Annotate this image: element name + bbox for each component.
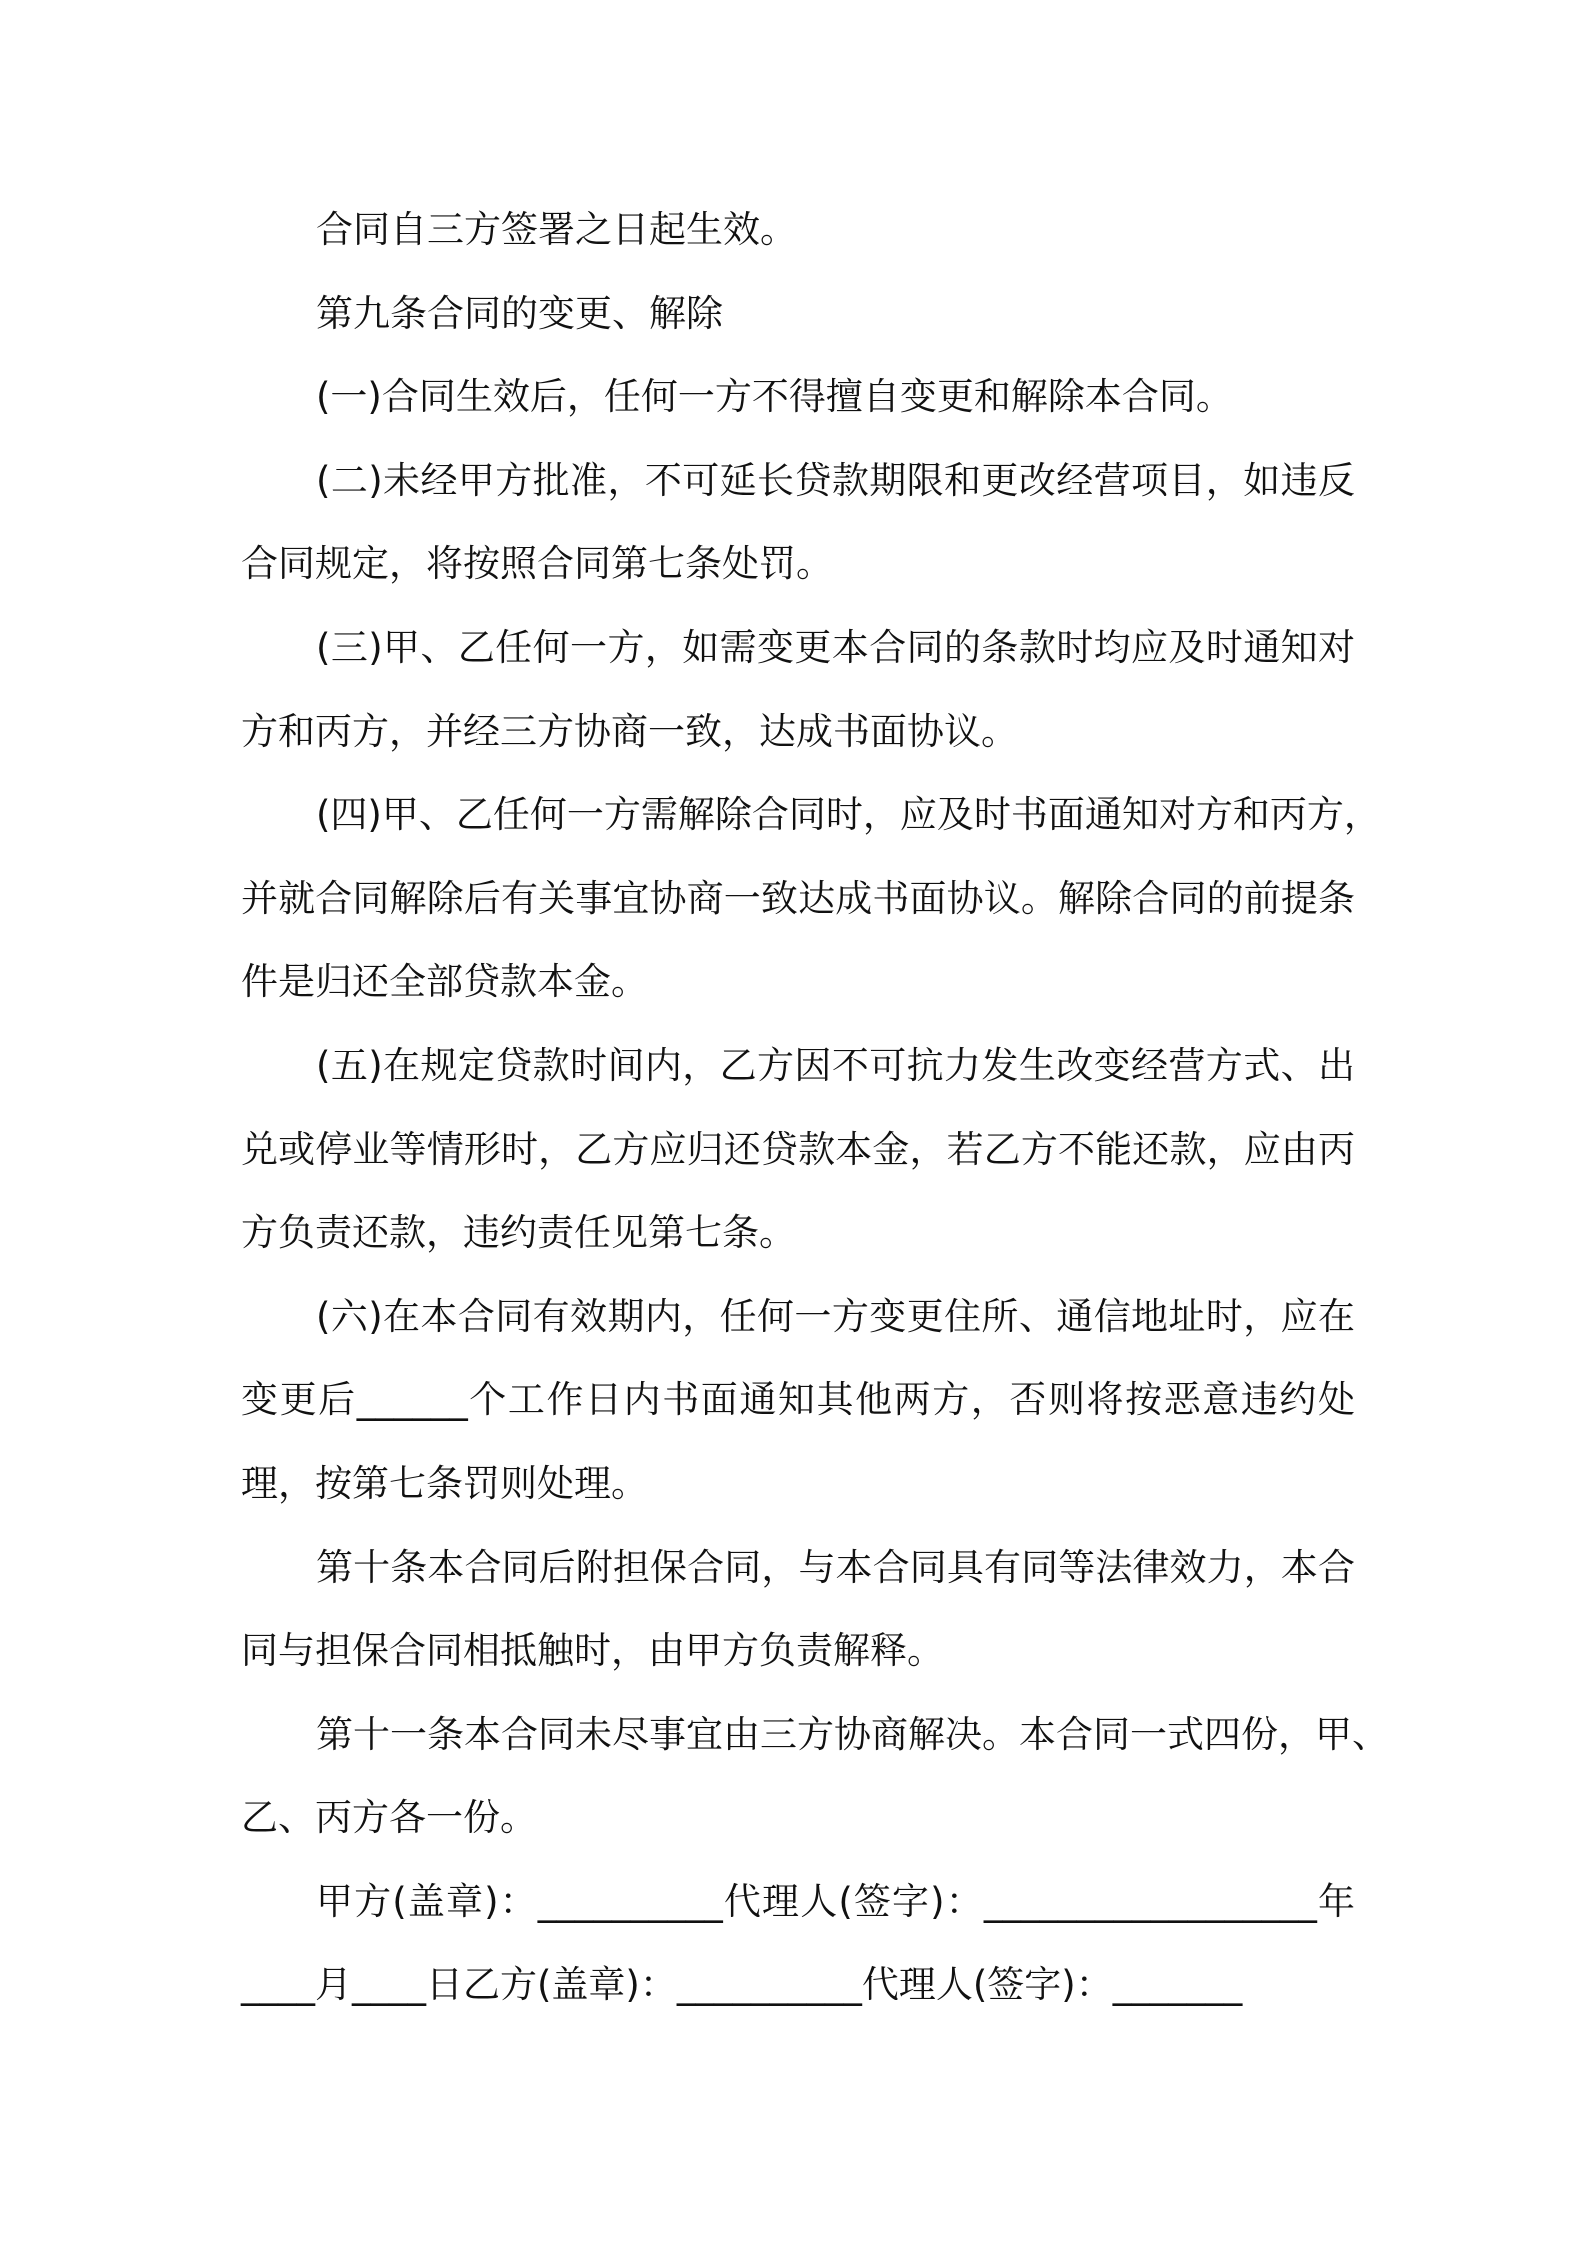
paragraph-line: 兑或停业等情形时，乙方应归还贷款本金，若乙方不能还款，应由丙	[241, 1127, 1355, 1171]
paragraph-line: (六)在本合同有效期内，任何一方变更住所、通信地址时，应在	[316, 1294, 1355, 1338]
paragraph-line: 件是归还全部贷款本金。	[241, 960, 648, 1004]
paragraph-line: 方和丙方，并经三方协商一致，达成书面协议。	[241, 709, 1018, 753]
paragraph-line: (三)甲、乙任何一方，如需变更本合同的条款时均应及时通知对	[316, 625, 1355, 669]
section-heading: 第九条合同的变更、解除	[316, 291, 723, 335]
paragraph-line: 合同自三方签署之日起生效。	[316, 208, 797, 251]
paragraph-line: 变更后______个工作日内书面通知其他两方，否则将按恶意违约处	[241, 1378, 1355, 1422]
paragraph-line: 同与担保合同相抵触时，由甲方负责解释。	[241, 1629, 944, 1673]
paragraph-line: 第十条本合同后附担保合同，与本合同具有同等法律效力，本合	[316, 1545, 1355, 1589]
paragraph-line: 乙、丙方各一份。	[241, 1796, 537, 1840]
paragraph-line: (二)未经甲方批准，不可延长贷款期限和更改经营项目，如违反	[316, 458, 1355, 502]
paragraph-line: (一)合同生效后，任何一方不得擅自变更和解除本合同。	[316, 375, 1233, 419]
signature-line: ____月____日乙方(盖章)：__________代理人(签字)：_______	[241, 1963, 1243, 2007]
paragraph-line: 方负责还款，违约责任见第七条。	[241, 1211, 796, 1255]
paragraph-line: 第十一条本合同未尽事宜由三方协商解决。本合同一式四份，甲、	[316, 1712, 1389, 1756]
signature-line: 甲方(盖章)：__________代理人(签字)：__________________年	[316, 1879, 1355, 1923]
paragraph-line: (四)甲、乙任何一方需解除合同时，应及时书面通知对方和丙方，	[316, 793, 1381, 837]
paragraph-line: 并就合同解除后有关事宜协商一致达成书面协议。解除合同的前提条	[241, 876, 1355, 920]
document-page	[241, 198, 1389, 2037]
paragraph-line: 理，按第七条罚则处理。	[241, 1461, 648, 1505]
paragraph-line: (五)在规定贷款时间内，乙方因不可抗力发生改变经营方式、出	[316, 1043, 1355, 1087]
paragraph-line: 合同规定，将按照合同第七条处罚。	[241, 542, 833, 586]
